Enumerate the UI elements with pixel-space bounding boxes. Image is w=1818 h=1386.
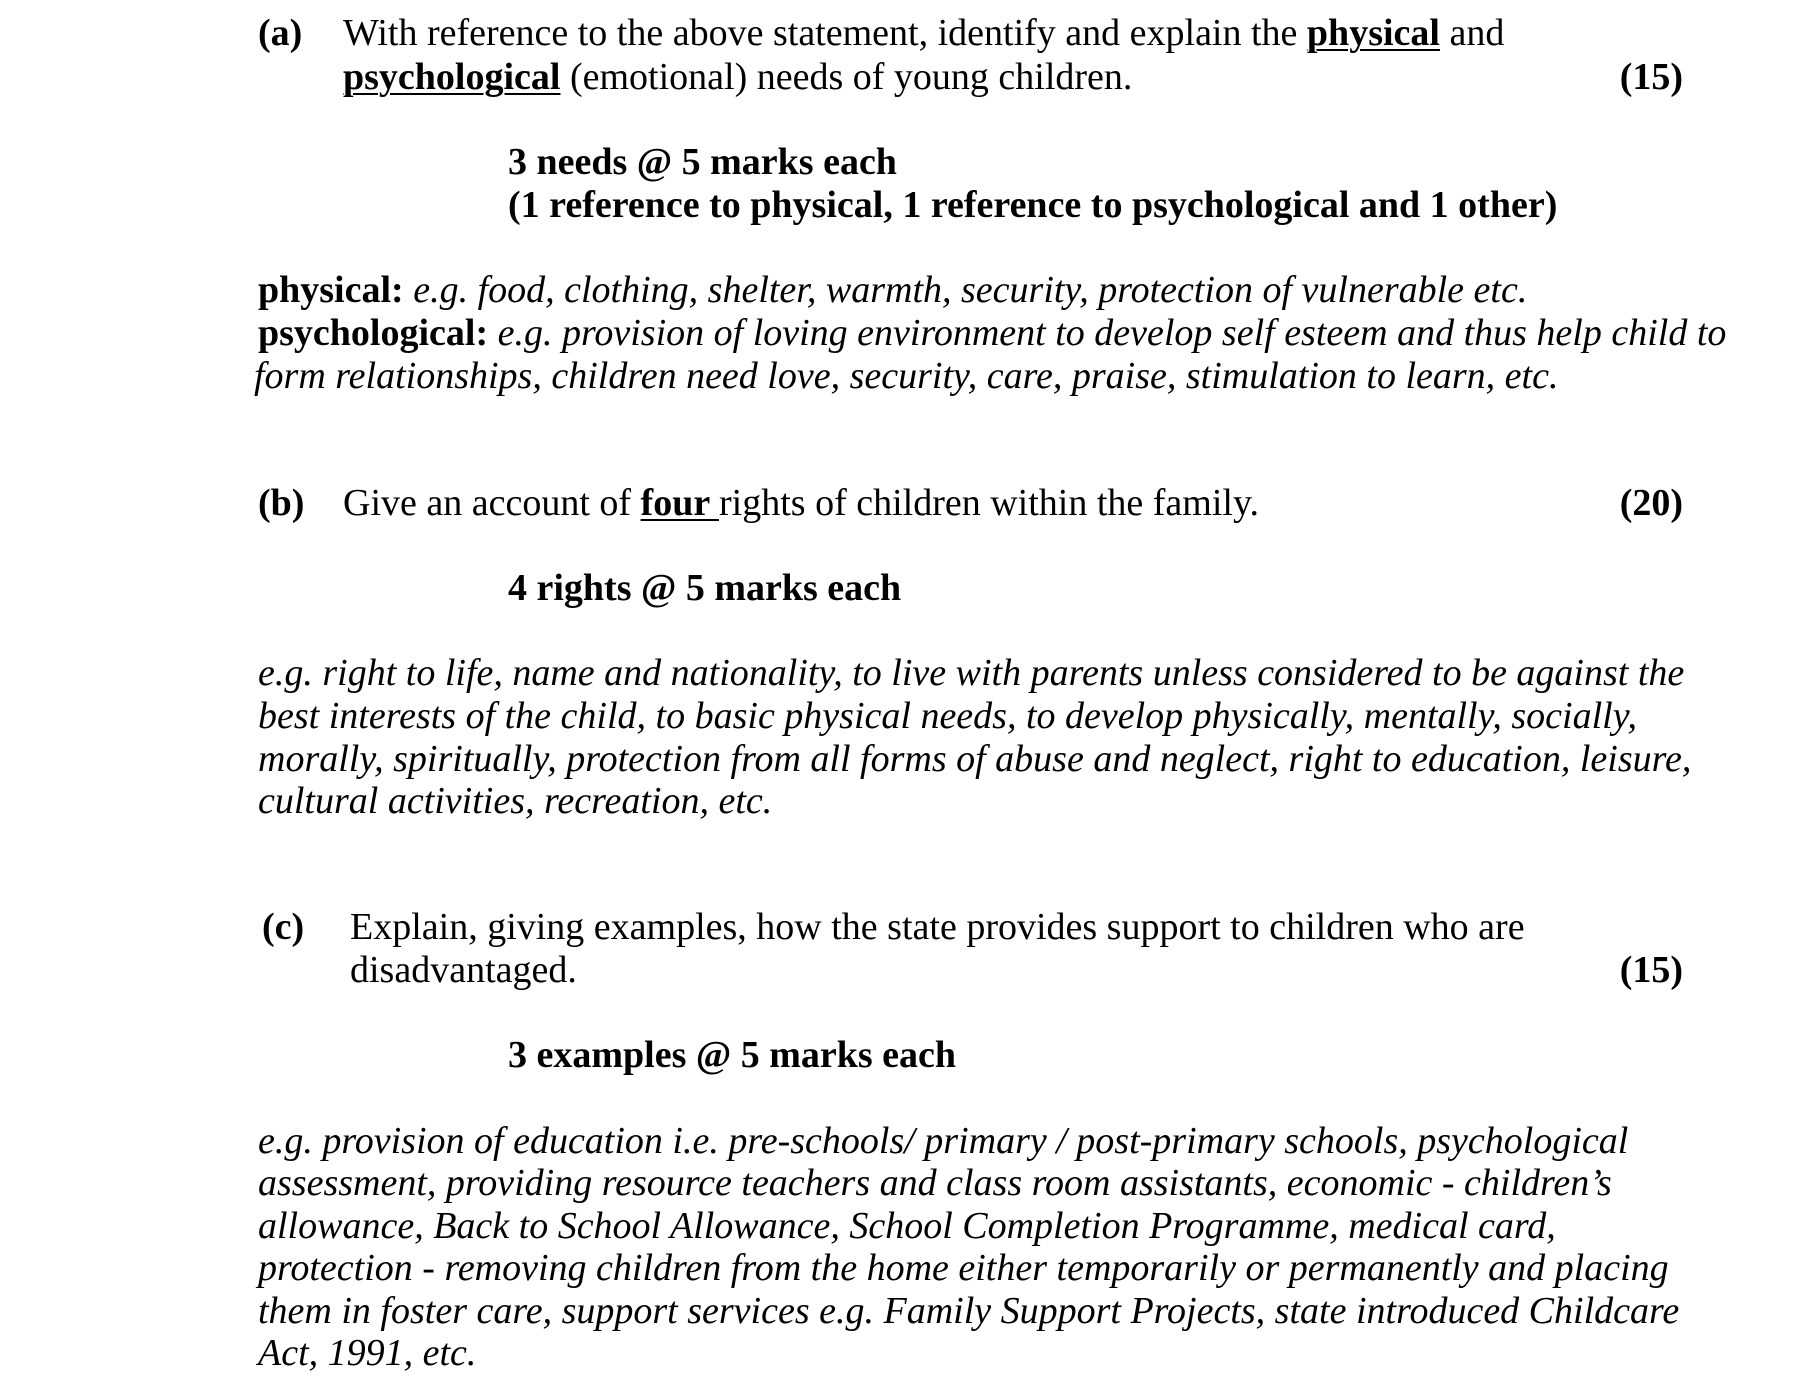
section-c-answer-line: Act, 1991, etc. [258, 1332, 477, 1374]
section-b-answer-line: best interests of the child, to basic physical needs, to develop physically, mentally, socially, [258, 695, 1637, 737]
section-a-marks: (15) [1619, 56, 1683, 98]
section-c-answer-line: protection - removing children from the home either temporarily or permanently and placing [258, 1247, 1669, 1289]
section-b-question: Give an account of four rights of children within the family. [343, 482, 1259, 524]
section-b-label: (b) [258, 482, 305, 524]
four-emphasis: four [640, 482, 720, 524]
psychological-emphasis: psychological [343, 56, 561, 98]
physical-emphasis: physical [1306, 12, 1440, 54]
section-c-scheme: 3 examples @ 5 marks each [508, 1034, 957, 1076]
section-c-marks: (15) [1619, 949, 1683, 991]
section-b-answer-line: cultural activities, recreation, etc. [258, 780, 773, 822]
section-b-scheme: 4 rights @ 5 marks each [508, 567, 902, 609]
psychological-answer-line-2: form relationships, children need love, security, care, praise, stimulation to learn, etc. [254, 355, 1559, 397]
section-c-label: (c) [262, 906, 305, 948]
section-c-answer-line: assessment, providing resource teachers and class room assistants, economic - children’s [258, 1162, 1612, 1204]
physical-answer: physical: e.g. food, clothing, shelter, warmth, security, protection of vulnerable etc. [258, 269, 1528, 311]
section-b-marks: (20) [1619, 482, 1683, 524]
section-c-question-line-2: disadvantaged. [350, 949, 577, 991]
section-c-answer-line: e.g. provision of education i.e. pre-schools/ primary / post-primary schools, psychological [258, 1120, 1629, 1162]
section-a-label: (a) [258, 12, 303, 54]
section-c-answer-line: allowance, Back to School Allowance, School Completion Programme, medical card, [258, 1205, 1556, 1247]
section-c-answer-line: them in foster care, support services e.g. Family Support Projects, state introduced Childcare [258, 1290, 1680, 1332]
section-a-question-line-1: With reference to the above statement, identify and explain the physical and [343, 12, 1505, 54]
section-b-answer-line: morally, spiritually, protection from all forms of abuse and neglect, right to education, leisure, [258, 738, 1692, 780]
section-a-scheme-line-2: (1 reference to physical, 1 reference to psychological and 1 other) [508, 184, 1558, 226]
psychological-answer: psychological: e.g. provision of loving environment to develop self esteem and thus help child to [258, 312, 1727, 354]
section-c-question-line-1: Explain, giving examples, how the state provides support to children who are [350, 906, 1525, 948]
section-a-question-line-2: psychological (emotional) needs of young children. [343, 56, 1133, 98]
section-a-scheme-line-1: 3 needs @ 5 marks each [508, 141, 897, 183]
section-b-answer-line: e.g. right to life, name and nationality, to live with parents unless considered to be against the [258, 652, 1685, 694]
